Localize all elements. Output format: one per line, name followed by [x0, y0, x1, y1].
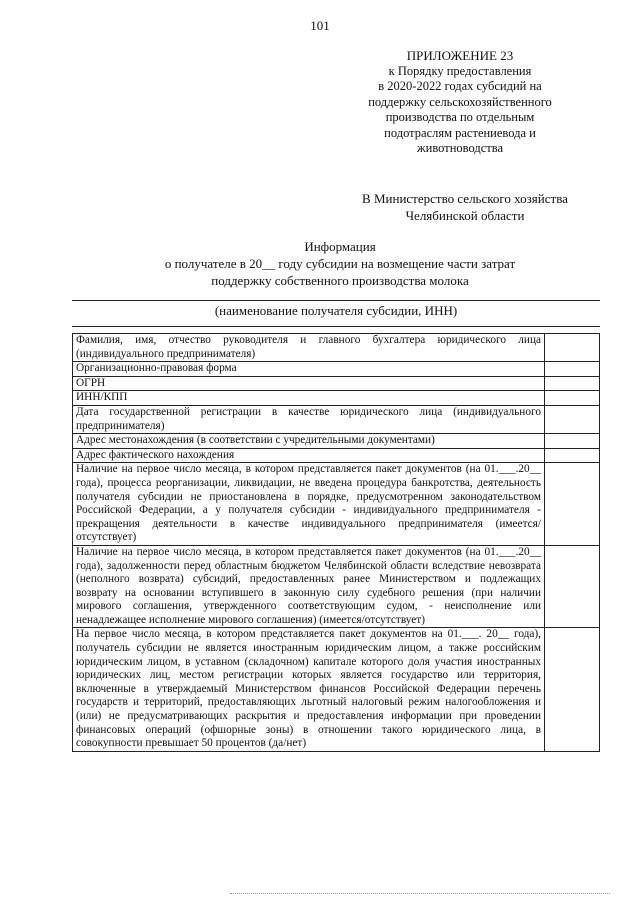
row-value-cell[interactable] — [545, 448, 600, 463]
row-value-cell[interactable] — [545, 463, 600, 546]
document-title-line: о получателе в 20__ году субсидии на возмещение части затрат — [164, 256, 516, 271]
appendix-line: животноводства — [417, 141, 503, 155]
row-label: ОГРН — [73, 376, 545, 391]
row-value-cell[interactable] — [545, 391, 600, 406]
row-label: На первое число месяца, в котором представляется пакет документов на 01.___. 20__ года), получатель субсидии не является иностранным юридическим лицом, а также российским юридическим лицом, в уставном (складочном) капитале которого доля участия иностранных юридических лиц, местом регистрации которых является государство или территория, включенные в утверждаемый Министерством финансов Российской Федерации перечень государств и территорий, предоставляющих льготный налоговый режим налогообложения и (или) не предусматривающих раскрытия и предоставления информации при проведении финансовых операций (офшорные зоны) в отношении такого юридического лица, в совокупности превышает 50 процентов (да/нет) — [73, 628, 545, 751]
table-row — [73, 376, 600, 391]
table-row — [73, 334, 600, 362]
row-label: Организационно-правовая форма — [73, 362, 545, 377]
appendix-line: производства по отдельным — [385, 110, 535, 124]
row-value-cell[interactable] — [545, 628, 600, 751]
recipient-name-line — [72, 300, 600, 301]
row-value-cell[interactable] — [545, 405, 600, 433]
table-row — [73, 448, 600, 463]
table-row — [73, 628, 600, 751]
page-number: 101 — [310, 18, 330, 33]
row-label: Адрес фактического нахождения — [73, 448, 545, 463]
addressee-line: Челябинской области — [405, 208, 525, 223]
table-outer-border — [72, 326, 600, 327]
row-label: Наличие на первое число месяца, в котором представляется пакет документов (на 01.___.20__ года), процесса реорганизации, ликвидации, не введена процедура банкротства, деятельность получателя субсидии не приостановлена в порядке, предусмотренном законодательством Российской Федерации, а у получателя субсидии - индивидуального предпринимателя - прекращения деятельности в качестве индивидуального предпринимателя (имеется/отсутствует) — [73, 463, 545, 546]
table-row — [73, 362, 600, 377]
row-value-cell[interactable] — [545, 434, 600, 449]
recipient-caption: (наименование получателя субсидии, ИНН) — [214, 303, 458, 318]
row-label: Дата государственной регистрации в качестве юридического лица (индивидуального предпринимателя) — [73, 405, 545, 433]
row-label: Фамилия, имя, отчество руководителя и главного бухгалтера юридического лица (индивидуального предпринимателя) — [73, 334, 545, 362]
document-title — [80, 238, 600, 289]
addressee — [330, 190, 600, 224]
table-row — [73, 434, 600, 449]
table-row — [73, 391, 600, 406]
appendix-line: поддержку сельскохозяйственного — [368, 94, 552, 109]
appendix-title: ПРИЛОЖЕНИЕ 23 — [406, 48, 514, 63]
table-row — [73, 405, 600, 433]
document-title-line: Информация — [304, 239, 376, 254]
information-table — [72, 333, 600, 752]
row-value-cell[interactable] — [545, 545, 600, 628]
addressee-line: В Министерство сельского хозяйства — [362, 191, 568, 206]
row-value-cell[interactable] — [545, 334, 600, 362]
appendix-line: к Порядку предоставления — [388, 63, 532, 78]
appendix-header — [340, 48, 580, 157]
row-label: Наличие на первое число месяца, в котором представляется пакет документов (на 01.___.20__ года), задолженности перед областным бюджетом Челябинской области вследствие невозврата (неполного возврата) субсидий, предоставленных ранее Министерством и подлежащих возврату на основании вступившего в законную силу судебного решения (при наличии мирового соглашения, утвержденного соответствующим судом, - неисполнение или ненадлежащее исполнение мирового соглашения) (имеется/отсутствует) — [73, 545, 545, 628]
row-value-cell[interactable] — [545, 362, 600, 377]
row-value-cell[interactable] — [545, 376, 600, 391]
scan-edge-mark — [230, 893, 610, 894]
document-title-line: поддержку собственного производства молока — [211, 273, 469, 288]
row-label: Адрес местонахождения (в соответствии с учредительными документами) — [73, 434, 545, 449]
table-row — [73, 463, 600, 546]
row-label: ИНН/КПП — [73, 391, 545, 406]
appendix-line: подотраслям растениевода и — [384, 125, 536, 140]
appendix-line: в 2020-2022 годах субсидий на — [378, 79, 542, 93]
table-row — [73, 545, 600, 628]
